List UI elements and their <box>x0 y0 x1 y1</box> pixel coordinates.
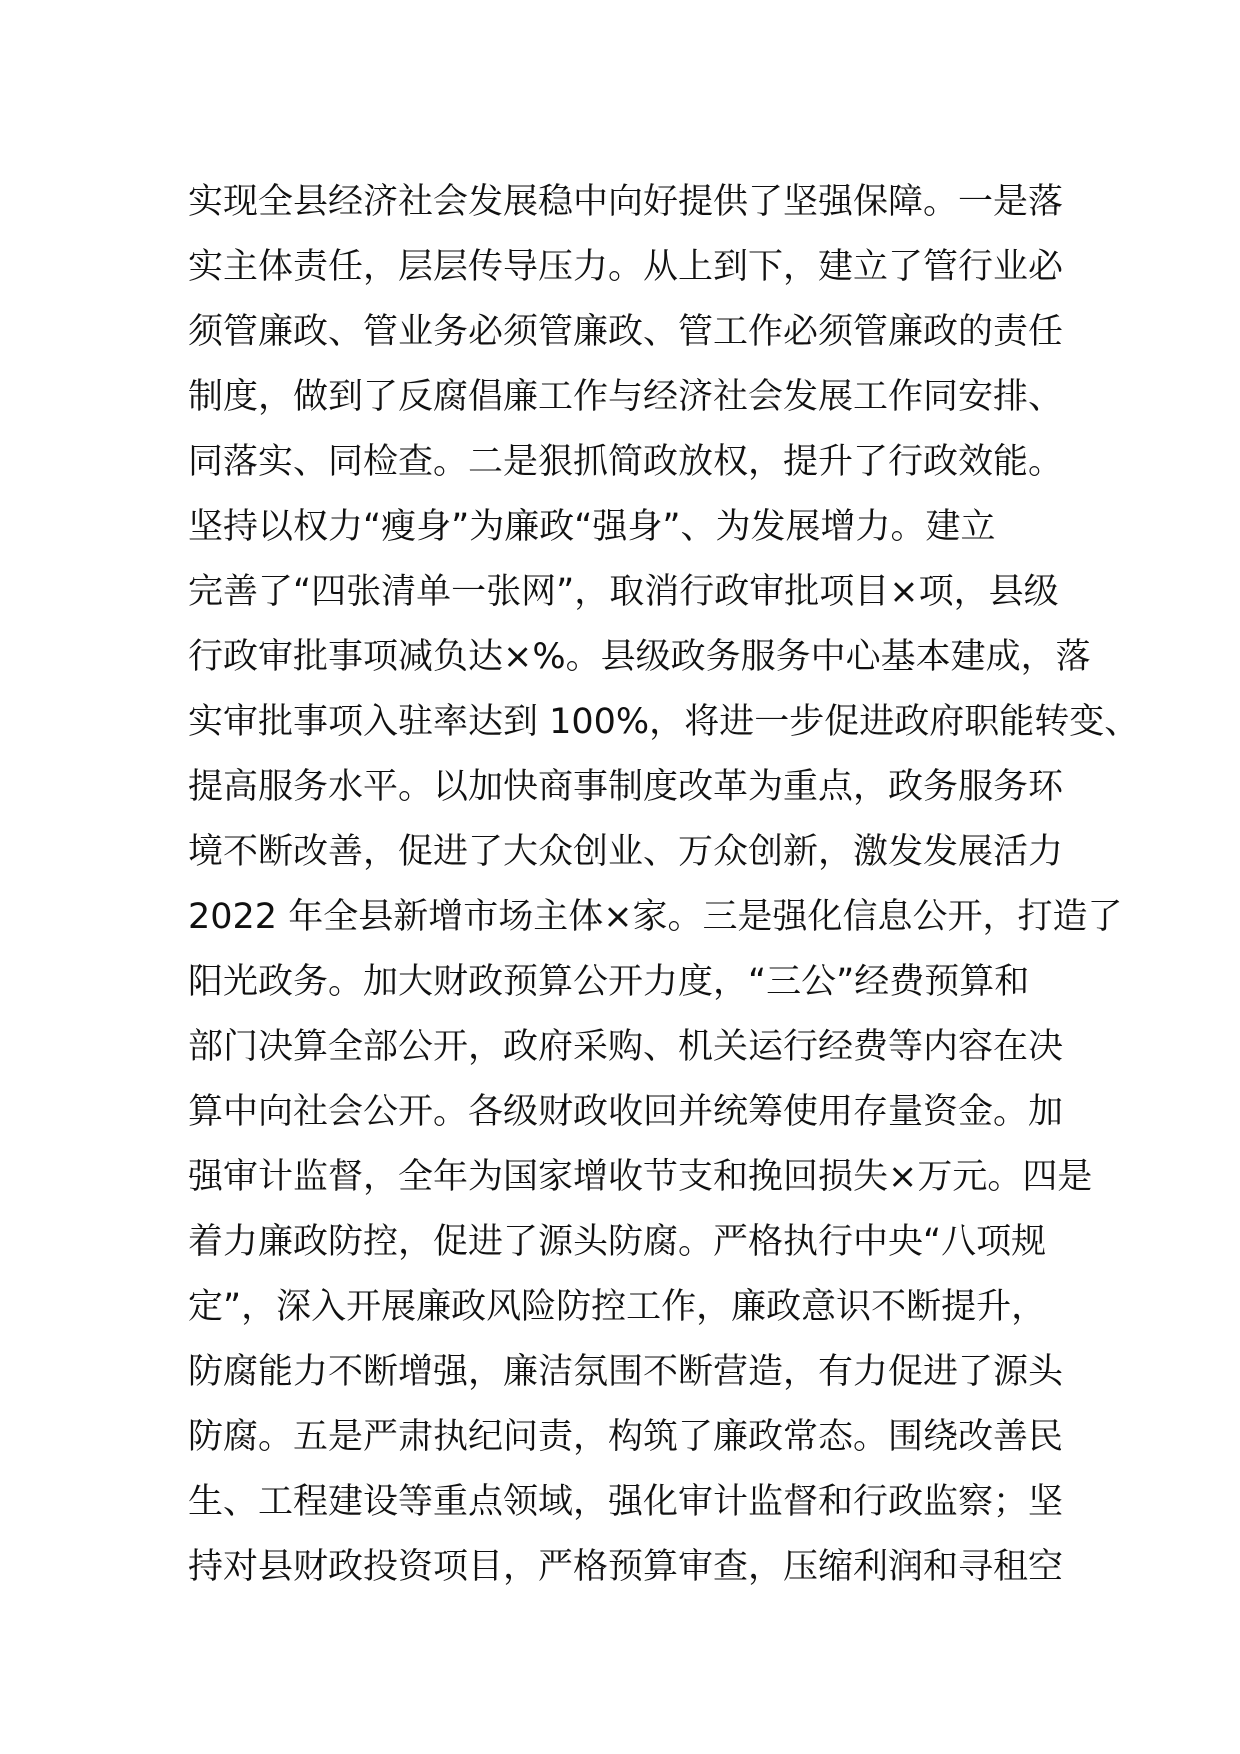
text-line: 制度，做到了反腐倡廉工作与经济社会发展工作同安排、 <box>188 377 1064 417</box>
text-line: 算中向社会公开。各级财政收回并统筹使用存量资金。加 <box>188 1092 1064 1132</box>
text-line: 定”，深入开展廉政风险防控工作，廉政意识不断提升， <box>188 1287 1047 1327</box>
text-line: 强审计监督，全年为国家增收节支和挽回损失×万元。四是 <box>188 1157 1093 1197</box>
text-line: 防腐。五是严肃执纪问责，构筑了廉政常态。围绕改善民 <box>188 1417 1064 1457</box>
text-line: 完善了“四张清单一张网”，取消行政审批项目×项，县级 <box>188 572 1059 612</box>
text-line: 实主体责任，层层传导压力。从上到下，建立了管行业必 <box>188 247 1064 287</box>
text-line: 防腐能力不断增强，廉洁氛围不断营造，有力促进了源头 <box>188 1352 1064 1392</box>
text-line: 实审批事项入驻率达到 100%，将进一步促进政府职能转变、 <box>188 702 1140 742</box>
text-line: 阳光政务。加大财政预算公开力度，“三公”经费预算和 <box>188 962 1030 1002</box>
text-line: 2022 年全县新增市场主体×家。三是强化信息公开，打造了 <box>188 897 1123 937</box>
text-line: 须管廉政、管业务必须管廉政、管工作必须管廉政的责任 <box>188 312 1064 352</box>
text-line: 提高服务水平。以加快商事制度改革为重点，政务服务环 <box>188 767 1064 807</box>
text-line: 行政审批事项减负达×%。县级政务服务中心基本建成，落 <box>188 637 1091 677</box>
text-line: 境不断改善，促进了大众创业、万众创新，激发发展活力 <box>188 832 1064 872</box>
text-line: 实现全县经济社会发展稳中向好提供了坚强保障。一是落 <box>188 182 1064 222</box>
text-line: 持对县财政投资项目，严格预算审查，压缩利润和寻租空 <box>188 1547 1064 1587</box>
text-line: 坚持以权力“瘦身”为廉政“强身”、为发展增力。建立 <box>188 507 996 547</box>
text-line: 着力廉政防控，促进了源头防腐。严格执行中央“八项规 <box>188 1222 1047 1262</box>
text-line: 生、工程建设等重点领域，强化审计监督和行政监察；坚 <box>188 1482 1064 1522</box>
text-line: 同落实、同检查。二是狠抓简政放权，提升了行政效能。 <box>188 442 1064 482</box>
text-line: 部门决算全部公开，政府采购、机关运行经费等内容在决 <box>188 1027 1064 1067</box>
body-text <box>188 170 1140 1600</box>
